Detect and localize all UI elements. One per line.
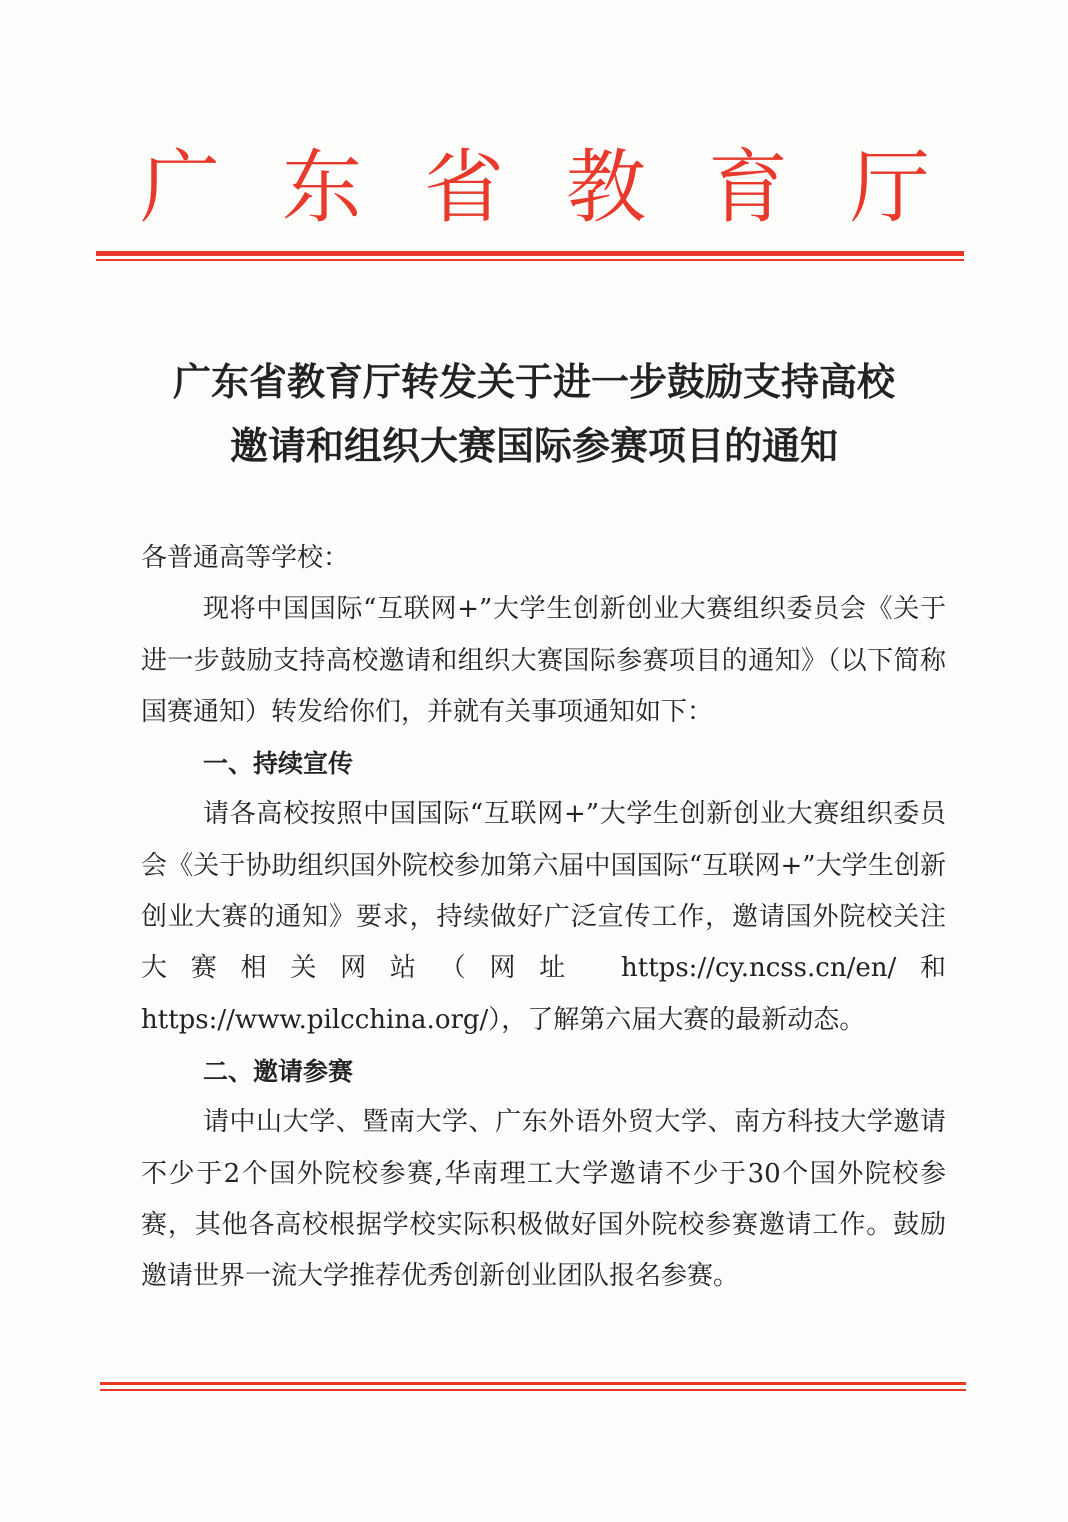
- letterhead-char: 教: [566, 141, 646, 234]
- section-heading-1: 一、持续宣传: [203, 749, 354, 779]
- document-body: [141, 533, 946, 1302]
- document-title: [100, 350, 968, 478]
- section-2-paragraph: 请中山大学、暨南大学、广东外语外贸大学、南方科技大学邀请不少于2个国外院校参赛,华南理工大学邀请不少于30个国外院校参赛，其他各高校根据学校实际积极做好国外院校参赛邀请工作。鼓励邀请世界一流大学推荐优秀创新创业团队报名参赛。: [141, 1107, 946, 1292]
- letterhead-char: 东: [282, 141, 362, 234]
- title-line-2: 邀请和组织大赛国际参赛项目的通知: [229, 424, 838, 468]
- footer-divider-top: [100, 1382, 966, 1385]
- letterhead-divider-thin: [96, 259, 964, 261]
- letterhead-char: 育: [708, 141, 788, 234]
- section-heading-2: 二、邀请参赛: [203, 1056, 354, 1086]
- section-1-paragraph: 请各高校按照中国国际“互联网+”大学生创新创业大赛组织委员会《关于协助组织国外院校参加第六届中国国际“互联网+”大学生创新创业大赛的通知》要求，持续做好广泛宣传工作，邀请国外院校关注大赛相关网站（网址 https://cy.ncss.cn/en/和https://www.pilcchina.org/），了解第六届大赛的最新动态。: [141, 799, 946, 1035]
- salutation: 各普通高等学校：: [141, 543, 350, 573]
- letterhead: [140, 140, 930, 236]
- intro-paragraph: 现将中国国际“互联网+”大学生创新创业大赛组织委员会《关于进一步鼓励支持高校邀请和组织大赛国际参赛项目的通知》（以下简称国赛通知）转发给你们，并就有关事项通知如下：: [141, 594, 946, 727]
- title-line-1: 广东省教育厅转发关于进一步鼓励支持高校: [172, 360, 895, 404]
- letterhead-char: 省: [424, 141, 504, 234]
- letterhead-char: 广: [140, 141, 220, 234]
- footer-divider-bottom: [100, 1389, 966, 1391]
- letterhead-divider-thick: [96, 251, 964, 256]
- letterhead-char: 厅: [850, 141, 930, 234]
